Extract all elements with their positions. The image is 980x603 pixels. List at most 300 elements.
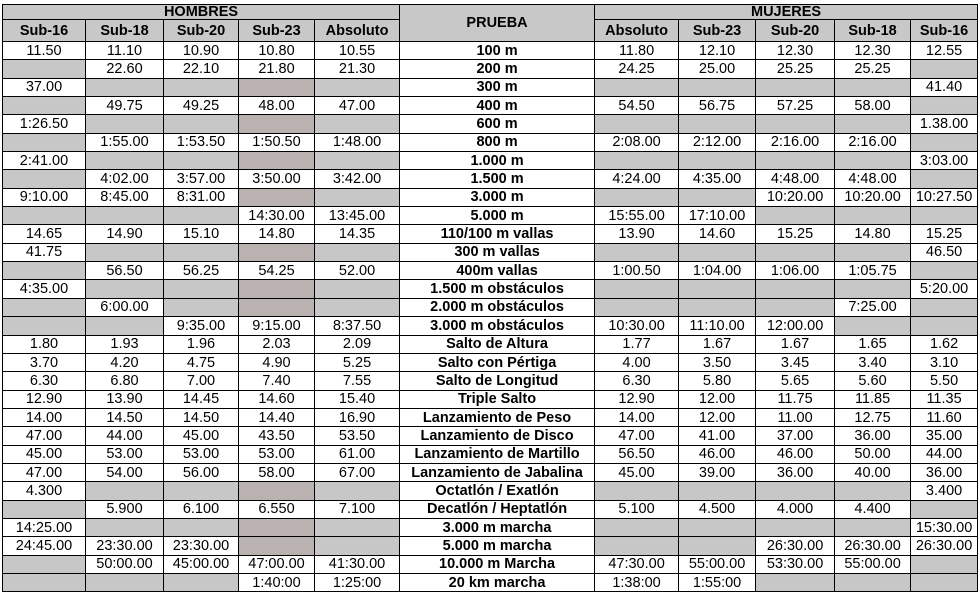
mark-cell: 4:48.00 bbox=[756, 170, 835, 188]
empty-cell bbox=[239, 280, 315, 298]
mark-cell: 54.50 bbox=[595, 97, 679, 115]
mark-cell: 1:26.50 bbox=[3, 115, 86, 133]
empty-cell bbox=[3, 97, 86, 115]
mark-cell: 35.00 bbox=[911, 427, 978, 445]
mark-cell: 2:41.00 bbox=[3, 152, 86, 170]
empty-cell bbox=[239, 537, 315, 555]
table-row bbox=[3, 390, 978, 408]
mark-cell: 12.90 bbox=[3, 390, 86, 408]
mark-cell: 15.10 bbox=[164, 225, 239, 243]
mark-cell: 47.00 bbox=[315, 97, 400, 115]
mark-cell: 3.10 bbox=[911, 353, 978, 371]
mark-cell: 56.00 bbox=[164, 463, 239, 481]
empty-cell bbox=[595, 298, 679, 316]
table-row bbox=[3, 427, 978, 445]
mark-cell: 14:30.00 bbox=[239, 207, 315, 225]
empty-cell bbox=[756, 207, 835, 225]
mark-cell: 3:42.00 bbox=[315, 170, 400, 188]
empty-cell bbox=[679, 482, 756, 500]
group-header-row bbox=[3, 5, 978, 20]
empty-cell bbox=[911, 555, 978, 573]
empty-cell bbox=[679, 152, 756, 170]
mark-cell: 2:16.00 bbox=[756, 133, 835, 151]
mark-cell: 3:03.00 bbox=[911, 152, 978, 170]
event-name: Decatlón / Heptatlón bbox=[400, 500, 595, 518]
event-name: 5.000 m marcha bbox=[400, 537, 595, 555]
empty-cell bbox=[164, 78, 239, 96]
empty-cell bbox=[679, 78, 756, 96]
table-row bbox=[3, 482, 978, 500]
mark-cell: 5.25 bbox=[315, 353, 400, 371]
event-name: Octatlón / Exatlón bbox=[400, 482, 595, 500]
mark-cell: 1.67 bbox=[756, 335, 835, 353]
mark-cell: 14.90 bbox=[86, 225, 164, 243]
mark-cell: 4.300 bbox=[3, 482, 86, 500]
empty-cell bbox=[3, 170, 86, 188]
women-col-header: Sub-16 bbox=[911, 20, 978, 42]
empty-cell bbox=[3, 573, 86, 591]
mark-cell: 49.25 bbox=[164, 97, 239, 115]
empty-cell bbox=[911, 170, 978, 188]
mark-cell: 57.25 bbox=[756, 97, 835, 115]
mark-cell: 2:16.00 bbox=[835, 133, 911, 151]
empty-cell bbox=[835, 207, 911, 225]
table-row bbox=[3, 207, 978, 225]
mark-cell: 4.400 bbox=[835, 500, 911, 518]
mark-cell: 14:25.00 bbox=[3, 518, 86, 536]
event-name: 200 m bbox=[400, 60, 595, 78]
mark-cell: 9:10.00 bbox=[3, 188, 86, 206]
mark-cell: 41.40 bbox=[911, 78, 978, 96]
empty-cell bbox=[239, 78, 315, 96]
mark-cell: 14.00 bbox=[3, 408, 86, 426]
mark-cell: 12.10 bbox=[679, 42, 756, 60]
table-row bbox=[3, 555, 978, 573]
mark-cell: 11.60 bbox=[911, 408, 978, 426]
table-row bbox=[3, 573, 978, 591]
mark-cell: 1.38.00 bbox=[911, 115, 978, 133]
mark-cell: 6:00.00 bbox=[86, 298, 164, 316]
mark-cell: 54.25 bbox=[239, 262, 315, 280]
mark-cell: 53.00 bbox=[86, 445, 164, 463]
empty-cell bbox=[756, 518, 835, 536]
mark-cell: 39.00 bbox=[679, 463, 756, 481]
empty-cell bbox=[239, 152, 315, 170]
women-group-header: MUJERES bbox=[595, 5, 978, 20]
event-name: 1.500 m bbox=[400, 170, 595, 188]
empty-cell bbox=[679, 298, 756, 316]
mark-cell: 1:50.50 bbox=[239, 133, 315, 151]
mark-cell: 10:30.00 bbox=[595, 317, 679, 335]
table-row bbox=[3, 500, 978, 518]
mark-cell: 12.00 bbox=[679, 390, 756, 408]
mark-cell: 4.500 bbox=[679, 500, 756, 518]
table-row bbox=[3, 463, 978, 481]
mark-cell: 11.85 bbox=[835, 390, 911, 408]
empty-cell bbox=[595, 78, 679, 96]
empty-cell bbox=[86, 78, 164, 96]
event-name: 600 m bbox=[400, 115, 595, 133]
mark-cell: 2.03 bbox=[239, 335, 315, 353]
mark-cell: 1:05.75 bbox=[835, 262, 911, 280]
empty-cell bbox=[164, 573, 239, 591]
mark-cell: 25.25 bbox=[756, 60, 835, 78]
event-name: Lanzamiento de Peso bbox=[400, 408, 595, 426]
mark-cell: 45.00 bbox=[164, 427, 239, 445]
mark-cell: 6.30 bbox=[3, 372, 86, 390]
event-name: 3.000 m marcha bbox=[400, 518, 595, 536]
mark-cell: 14.00 bbox=[595, 408, 679, 426]
mark-cell: 17:10.00 bbox=[679, 207, 756, 225]
mark-cell: 41.75 bbox=[3, 243, 86, 261]
mark-cell: 12.90 bbox=[595, 390, 679, 408]
table-row bbox=[3, 97, 978, 115]
empty-cell bbox=[86, 207, 164, 225]
table-row bbox=[3, 133, 978, 151]
mark-cell: 1:06.00 bbox=[756, 262, 835, 280]
empty-cell bbox=[911, 133, 978, 151]
event-name: 400m vallas bbox=[400, 262, 595, 280]
empty-cell bbox=[595, 280, 679, 298]
mark-cell: 53.00 bbox=[239, 445, 315, 463]
mark-cell: 10:27.50 bbox=[911, 188, 978, 206]
mark-cell: 5.50 bbox=[911, 372, 978, 390]
mark-cell: 14.60 bbox=[239, 390, 315, 408]
empty-cell bbox=[86, 115, 164, 133]
empty-cell bbox=[239, 115, 315, 133]
mark-cell: 54.00 bbox=[86, 463, 164, 481]
event-name: 100 m bbox=[400, 42, 595, 60]
mark-cell: 3.70 bbox=[3, 353, 86, 371]
event-name: Triple Salto bbox=[400, 390, 595, 408]
mark-cell: 12:00.00 bbox=[756, 317, 835, 335]
mark-cell: 2:12.00 bbox=[679, 133, 756, 151]
mark-cell: 3:50.00 bbox=[239, 170, 315, 188]
empty-cell bbox=[164, 518, 239, 536]
mark-cell: 7.00 bbox=[164, 372, 239, 390]
table-row bbox=[3, 518, 978, 536]
mark-cell: 47.00 bbox=[3, 463, 86, 481]
mark-cell: 10.55 bbox=[315, 42, 400, 60]
empty-cell bbox=[86, 482, 164, 500]
mark-cell: 36.00 bbox=[756, 463, 835, 481]
mark-cell: 9:35.00 bbox=[164, 317, 239, 335]
mark-cell: 40.00 bbox=[835, 463, 911, 481]
event-name: Lanzamiento de Martillo bbox=[400, 445, 595, 463]
empty-cell bbox=[756, 280, 835, 298]
mark-cell: 56.75 bbox=[679, 97, 756, 115]
mark-cell: 26:30.00 bbox=[911, 537, 978, 555]
table-row bbox=[3, 335, 978, 353]
empty-cell bbox=[911, 317, 978, 335]
mark-cell: 41:30.00 bbox=[315, 555, 400, 573]
mark-cell: 7:25.00 bbox=[835, 298, 911, 316]
table-row bbox=[3, 537, 978, 555]
mark-cell: 5.80 bbox=[679, 372, 756, 390]
empty-cell bbox=[756, 298, 835, 316]
empty-cell bbox=[595, 518, 679, 536]
mark-cell: 7.100 bbox=[315, 500, 400, 518]
women-col-header: Sub-18 bbox=[835, 20, 911, 42]
mark-cell: 23:30.00 bbox=[86, 537, 164, 555]
mark-cell: 1.65 bbox=[835, 335, 911, 353]
mark-cell: 1.93 bbox=[86, 335, 164, 353]
empty-cell bbox=[835, 280, 911, 298]
table-row bbox=[3, 298, 978, 316]
event-name: 20 km marcha bbox=[400, 573, 595, 591]
empty-cell bbox=[86, 280, 164, 298]
empty-cell bbox=[239, 188, 315, 206]
mark-cell: 24:45.00 bbox=[3, 537, 86, 555]
mark-cell: 13.90 bbox=[86, 390, 164, 408]
empty-cell bbox=[911, 207, 978, 225]
mark-cell: 56.25 bbox=[164, 262, 239, 280]
mark-cell: 56.50 bbox=[86, 262, 164, 280]
empty-cell bbox=[315, 243, 400, 261]
empty-cell bbox=[3, 133, 86, 151]
mark-cell: 14.80 bbox=[239, 225, 315, 243]
empty-cell bbox=[911, 298, 978, 316]
mark-cell: 55:00.00 bbox=[679, 555, 756, 573]
mark-cell: 5.60 bbox=[835, 372, 911, 390]
mark-cell: 5.100 bbox=[595, 500, 679, 518]
empty-cell bbox=[164, 152, 239, 170]
table-row bbox=[3, 317, 978, 335]
mark-cell: 48.00 bbox=[239, 97, 315, 115]
mark-cell: 36.00 bbox=[835, 427, 911, 445]
empty-cell bbox=[679, 188, 756, 206]
mark-cell: 47.00 bbox=[595, 427, 679, 445]
mark-cell: 4:48.00 bbox=[835, 170, 911, 188]
mark-cell: 22.60 bbox=[86, 60, 164, 78]
empty-cell bbox=[315, 78, 400, 96]
mark-cell: 1:48.00 bbox=[315, 133, 400, 151]
empty-cell bbox=[595, 115, 679, 133]
mark-cell: 15.25 bbox=[756, 225, 835, 243]
empty-cell bbox=[239, 243, 315, 261]
mark-cell: 15.25 bbox=[911, 225, 978, 243]
mark-cell: 4.90 bbox=[239, 353, 315, 371]
empty-cell bbox=[756, 243, 835, 261]
mark-cell: 14.60 bbox=[679, 225, 756, 243]
mark-cell: 46.00 bbox=[756, 445, 835, 463]
event-name: 1.000 m bbox=[400, 152, 595, 170]
event-name: 800 m bbox=[400, 133, 595, 151]
empty-cell bbox=[315, 188, 400, 206]
mark-cell: 45:00.00 bbox=[164, 555, 239, 573]
mark-cell: 3.45 bbox=[756, 353, 835, 371]
mark-cell: 1:38:00 bbox=[595, 573, 679, 591]
empty-cell bbox=[3, 500, 86, 518]
mark-cell: 12.30 bbox=[835, 42, 911, 60]
table-row bbox=[3, 280, 978, 298]
mark-cell: 52.00 bbox=[315, 262, 400, 280]
mark-cell: 15:30.00 bbox=[911, 518, 978, 536]
table-row bbox=[3, 225, 978, 243]
mark-cell: 7.55 bbox=[315, 372, 400, 390]
empty-cell bbox=[835, 573, 911, 591]
empty-cell bbox=[756, 152, 835, 170]
table-row bbox=[3, 243, 978, 261]
mark-cell: 1.96 bbox=[164, 335, 239, 353]
event-name: 3.000 m bbox=[400, 188, 595, 206]
mark-cell: 11.50 bbox=[3, 42, 86, 60]
mark-cell: 53.50 bbox=[315, 427, 400, 445]
empty-cell bbox=[86, 317, 164, 335]
table-row bbox=[3, 60, 978, 78]
event-name: Salto con Pértiga bbox=[400, 353, 595, 371]
empty-cell bbox=[86, 573, 164, 591]
empty-cell bbox=[835, 152, 911, 170]
empty-cell bbox=[239, 518, 315, 536]
mark-cell: 44.00 bbox=[86, 427, 164, 445]
mark-cell: 2.09 bbox=[315, 335, 400, 353]
empty-cell bbox=[911, 97, 978, 115]
empty-cell bbox=[315, 115, 400, 133]
mark-cell: 6.100 bbox=[164, 500, 239, 518]
mark-cell: 25.25 bbox=[835, 60, 911, 78]
mark-cell: 10:20.00 bbox=[756, 188, 835, 206]
empty-cell bbox=[164, 482, 239, 500]
mark-cell: 14.45 bbox=[164, 390, 239, 408]
empty-cell bbox=[3, 207, 86, 225]
mark-cell: 12.00 bbox=[679, 408, 756, 426]
mark-cell: 47:30.00 bbox=[595, 555, 679, 573]
mark-cell: 8:37.50 bbox=[315, 317, 400, 335]
empty-cell bbox=[835, 115, 911, 133]
mark-cell: 5:20.00 bbox=[911, 280, 978, 298]
mark-cell: 23:30.00 bbox=[164, 537, 239, 555]
mark-cell: 1:55.00 bbox=[86, 133, 164, 151]
mark-cell: 16.90 bbox=[315, 408, 400, 426]
empty-cell bbox=[835, 243, 911, 261]
mark-cell: 1:53.50 bbox=[164, 133, 239, 151]
mark-cell: 36.00 bbox=[911, 463, 978, 481]
mark-cell: 4:24.00 bbox=[595, 170, 679, 188]
mark-cell: 11.75 bbox=[756, 390, 835, 408]
women-col-header: Sub-23 bbox=[679, 20, 756, 42]
empty-cell bbox=[595, 537, 679, 555]
event-column-header: PRUEBA bbox=[400, 5, 595, 42]
mark-cell: 12.30 bbox=[756, 42, 835, 60]
empty-cell bbox=[835, 78, 911, 96]
mark-cell: 11:10.00 bbox=[679, 317, 756, 335]
event-name: 300 m bbox=[400, 78, 595, 96]
empty-cell bbox=[595, 152, 679, 170]
event-name: 10.000 m Marcha bbox=[400, 555, 595, 573]
empty-cell bbox=[164, 243, 239, 261]
event-name: Lanzamiento de Disco bbox=[400, 427, 595, 445]
event-name: 5.000 m bbox=[400, 207, 595, 225]
empty-cell bbox=[315, 518, 400, 536]
mark-cell: 6.80 bbox=[86, 372, 164, 390]
mark-cell: 9:15.00 bbox=[239, 317, 315, 335]
event-name: 3.000 m obstáculos bbox=[400, 317, 595, 335]
mark-cell: 12.75 bbox=[835, 408, 911, 426]
empty-cell bbox=[315, 152, 400, 170]
empty-cell bbox=[3, 298, 86, 316]
table-body bbox=[3, 42, 978, 592]
empty-cell bbox=[756, 78, 835, 96]
mark-cell: 21.80 bbox=[239, 60, 315, 78]
table-row bbox=[3, 170, 978, 188]
table-row bbox=[3, 42, 978, 60]
mark-cell: 14.50 bbox=[164, 408, 239, 426]
empty-cell bbox=[3, 555, 86, 573]
empty-cell bbox=[835, 482, 911, 500]
mark-cell: 6.30 bbox=[595, 372, 679, 390]
empty-cell bbox=[911, 500, 978, 518]
men-col-header: Sub-23 bbox=[239, 20, 315, 42]
table-row bbox=[3, 152, 978, 170]
empty-cell bbox=[164, 298, 239, 316]
mark-cell: 37.00 bbox=[3, 78, 86, 96]
mark-cell: 4.20 bbox=[86, 353, 164, 371]
mark-cell: 14.80 bbox=[835, 225, 911, 243]
women-col-header: Absoluto bbox=[595, 20, 679, 42]
mark-cell: 53.00 bbox=[164, 445, 239, 463]
mark-cell: 22.10 bbox=[164, 60, 239, 78]
mark-cell: 4:02.00 bbox=[86, 170, 164, 188]
mark-cell: 25.00 bbox=[679, 60, 756, 78]
mark-cell: 58.00 bbox=[239, 463, 315, 481]
empty-cell bbox=[595, 482, 679, 500]
mark-cell: 12.55 bbox=[911, 42, 978, 60]
empty-cell bbox=[3, 60, 86, 78]
mark-cell: 26:30.00 bbox=[756, 537, 835, 555]
women-col-header: Sub-20 bbox=[756, 20, 835, 42]
mark-cell: 1.80 bbox=[3, 335, 86, 353]
mark-cell: 43.50 bbox=[239, 427, 315, 445]
mark-cell: 1.62 bbox=[911, 335, 978, 353]
mark-cell: 3.50 bbox=[679, 353, 756, 371]
event-name: 1.500 m obstáculos bbox=[400, 280, 595, 298]
empty-cell bbox=[164, 115, 239, 133]
empty-cell bbox=[756, 573, 835, 591]
event-name: 400 m bbox=[400, 97, 595, 115]
mark-cell: 50:00.00 bbox=[86, 555, 164, 573]
mark-cell: 47:00.00 bbox=[239, 555, 315, 573]
empty-cell bbox=[86, 152, 164, 170]
empty-cell bbox=[239, 298, 315, 316]
mark-cell: 3.400 bbox=[911, 482, 978, 500]
event-name: 110/100 m vallas bbox=[400, 225, 595, 243]
empty-cell bbox=[315, 298, 400, 316]
mark-cell: 56.50 bbox=[595, 445, 679, 463]
empty-cell bbox=[835, 317, 911, 335]
mark-cell: 11.10 bbox=[86, 42, 164, 60]
mark-cell: 24.25 bbox=[595, 60, 679, 78]
event-name: Lanzamiento de Jabalina bbox=[400, 463, 595, 481]
mark-cell: 61.00 bbox=[315, 445, 400, 463]
mark-cell: 10.80 bbox=[239, 42, 315, 60]
mark-cell: 1:04.00 bbox=[679, 262, 756, 280]
table-row bbox=[3, 78, 978, 96]
mark-cell: 1.77 bbox=[595, 335, 679, 353]
table-row bbox=[3, 262, 978, 280]
mark-cell: 37.00 bbox=[756, 427, 835, 445]
men-col-header: Sub-18 bbox=[86, 20, 164, 42]
empty-cell bbox=[3, 262, 86, 280]
mark-cell: 21.30 bbox=[315, 60, 400, 78]
mark-cell: 6.550 bbox=[239, 500, 315, 518]
mark-cell: 26:30.00 bbox=[835, 537, 911, 555]
mark-cell: 58.00 bbox=[835, 97, 911, 115]
empty-cell bbox=[756, 482, 835, 500]
table-row bbox=[3, 188, 978, 206]
mark-cell: 1:40:00 bbox=[239, 573, 315, 591]
mark-cell: 46.00 bbox=[679, 445, 756, 463]
